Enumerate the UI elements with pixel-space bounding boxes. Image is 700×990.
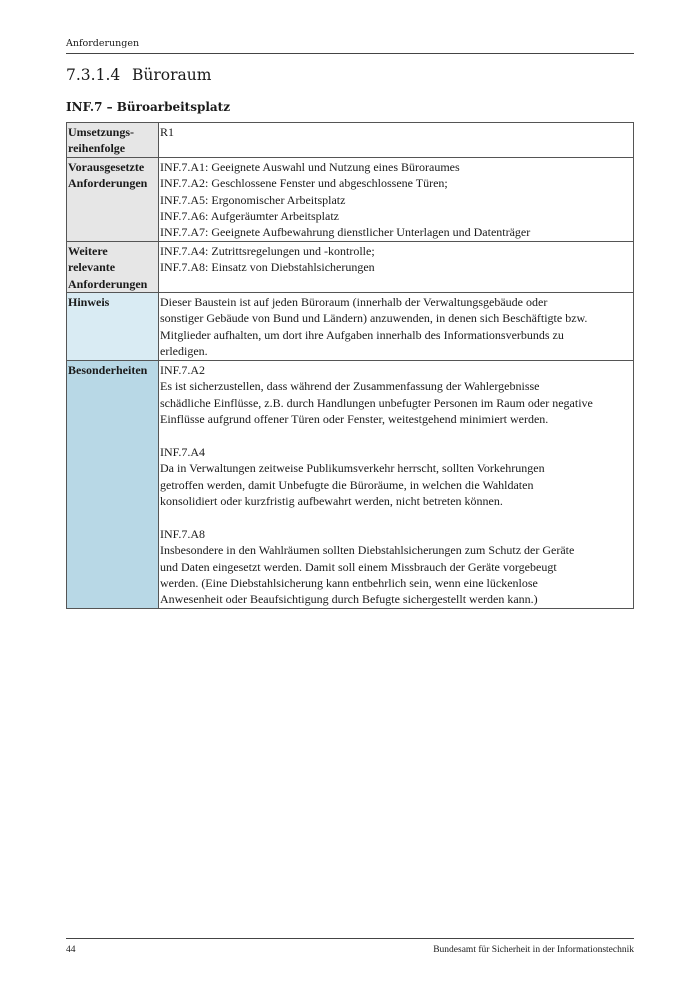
row-content: [159, 157, 634, 241]
row-label-line: reihenfolge: [68, 141, 126, 156]
content-line: Dieser Baustein ist auf jeden Büroraum (innerhalb der Verwaltungsgebäude oder: [160, 295, 548, 310]
content-line: INF.7.A6: Aufgeräumter Arbeitsplatz: [160, 209, 339, 224]
content-line: INF.7.A8: Einsatz von Diebstahlsicherungen: [160, 260, 375, 275]
content-line: getroffen werden, damit Unbefugte die Büroräume, in welchen die Wahldaten: [160, 477, 534, 492]
content-line: INF.7.A1: Geeignete Auswahl und Nutzung eines Büroraumes: [160, 159, 460, 174]
section-number: 7.3.1.4: [66, 66, 121, 84]
content-line: Einflüsse aufgrund offener Türen oder Fenster, weitestgehend minimiert werden.: [160, 411, 549, 426]
row-label-line: Vorausgesetzte: [68, 159, 145, 174]
requirements-table: [66, 122, 634, 609]
row-label-line: Umsetzungs-: [68, 125, 134, 139]
row-content: [159, 241, 634, 292]
paragraph-gap: [160, 427, 632, 443]
row-label-line: relevante: [68, 260, 116, 275]
row-label: [67, 293, 159, 361]
content-line: R1: [160, 125, 175, 139]
row-label: [67, 157, 159, 241]
content-line: und Daten eingesetzt werden. Damit soll einem Missbrauch der Geräte vorgebeugt: [160, 559, 557, 574]
row-content: [159, 293, 634, 361]
table-row-vorausgesetzte-anforderungen: [67, 157, 634, 241]
block-id: INF.7.A2: [160, 362, 206, 377]
module-title: INF.7 – Büroarbeitsplatz: [66, 100, 231, 114]
table-row-besonderheiten: [67, 360, 634, 608]
row-label: [67, 123, 159, 158]
row-label: [67, 360, 159, 608]
table-row-hinweis: [67, 293, 634, 361]
content-line: Insbesondere in den Wahlräumen sollten Diebstahlsicherungen zum Schutz der Geräte: [160, 543, 575, 558]
running-header: [66, 38, 634, 54]
row-label-line: Hinweis: [68, 295, 110, 310]
content-line: Anwesenheit oder Beaufsichtigung durch Befugte sichergestellt werden kann.): [160, 592, 538, 607]
row-label-line: Anforderungen: [68, 276, 148, 291]
content-line: INF.7.A5: Ergonomischer Arbeitsplatz: [160, 192, 346, 207]
row-content: [159, 123, 634, 158]
content-line: INF.7.A4: Zutrittsregelungen und -kontrolle;: [160, 243, 375, 258]
content-line: Mitglieder aufhalten, um dort ihre Aufgaben innerhalb des Informationsverbunds zu: [160, 327, 564, 342]
block-id: INF.7.A4: [160, 444, 206, 459]
content-line: INF.7.A2: Geschlossene Fenster und abgeschlossene Türen;: [160, 176, 448, 191]
row-label: [67, 241, 159, 292]
content-line: Es ist sicherzustellen, dass während der Zusammenfassung der Wahlergebnisse: [160, 379, 540, 394]
row-label-line: Weitere: [68, 243, 108, 258]
content-line: schädliche Einflüsse, z.B. durch Handlungen unbefugter Personen im Raum oder negative: [160, 395, 593, 410]
content-line: INF.7.A7: Geeignete Aufbewahrung dienstlicher Unterlagen und Datenträger: [160, 225, 531, 240]
section-heading: [66, 66, 211, 84]
paragraph-gap: [160, 509, 632, 525]
content-line: sonstiger Gebäude von Bund und Ländern) anzuwenden, in denen sich Beschäftigte bzw.: [160, 311, 588, 326]
page-number: 44: [66, 945, 76, 955]
block-id: INF.7.A8: [160, 526, 206, 541]
table-row-weitere-anforderungen: [67, 241, 634, 292]
row-label-line: Besonderheiten: [68, 362, 148, 377]
section-title: Büroraum: [132, 66, 212, 84]
content-line: Da in Verwaltungen zeitweise Publikumsverkehr herrscht, sollten Vorkehrungen: [160, 461, 545, 476]
table-row-umsetzungsreihenfolge: [67, 123, 634, 158]
page-footer: [66, 938, 634, 955]
footer-publisher: Bundesamt für Sicherheit in der Informationstechnik: [433, 945, 634, 955]
row-label-line: Anforderungen: [68, 176, 148, 191]
content-line: erledigen.: [160, 344, 208, 359]
row-content: [159, 360, 634, 608]
content-line: werden. (Eine Diebstahlsicherung kann entbehrlich sein, wenn eine lückenlose: [160, 575, 538, 590]
content-line: konsolidiert oder kurzfristig aufbewahrt werden, nicht betreten können.: [160, 493, 503, 508]
running-header-title: Anforderungen: [66, 38, 140, 49]
